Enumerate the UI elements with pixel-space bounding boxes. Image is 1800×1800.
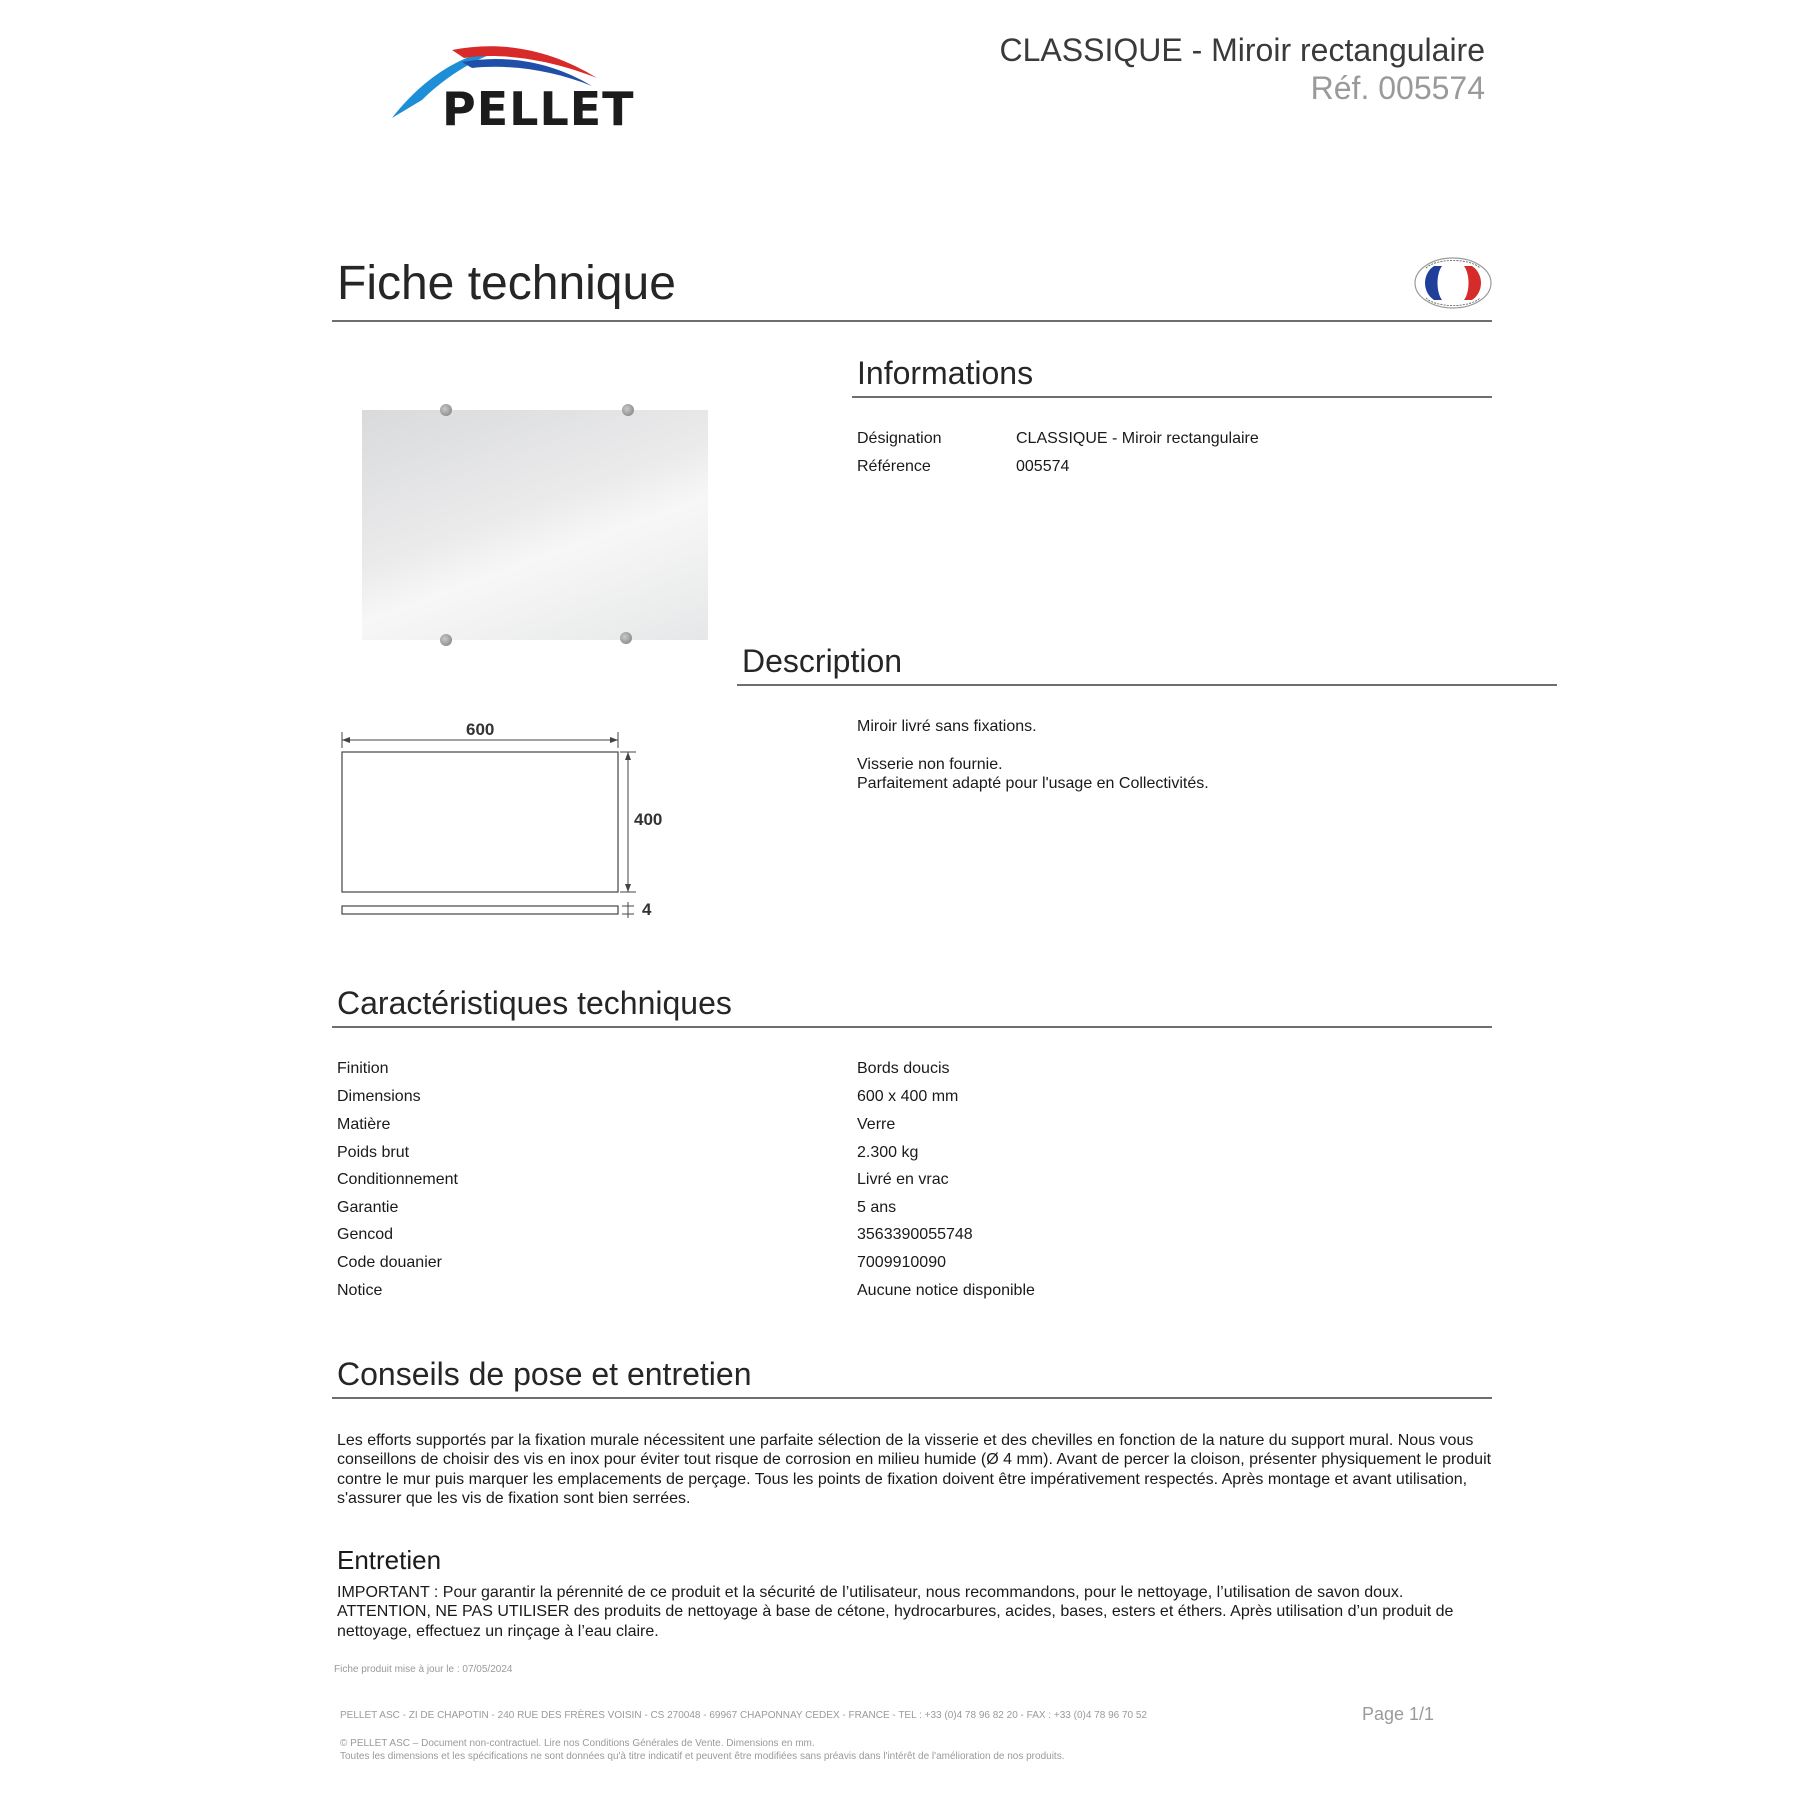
- conseils-rule: [332, 1397, 1492, 1399]
- spec-label: Notice: [337, 1282, 383, 1299]
- footer-page-number: Page 1/1: [1362, 1704, 1435, 1724]
- footer-address: PELLET ASC - ZI DE CHAPOTIN - 240 RUE DES FRÈRES VOISIN - CS 270048 - 69967 CHAPONNAY CEDEX - FRANCE - TEL : +33 (0)4 78 96 82 20 - FAX : +33 (0)4 78 96 70 52: [340, 1710, 1147, 1721]
- header-product-title: CLASSIQUE - Miroir rectangulaire: [999, 32, 1485, 68]
- info-value-designation: CLASSIQUE - Miroir rectangulaire: [1016, 430, 1259, 447]
- dimension-drawing: [330, 712, 670, 932]
- description-line-2: Visserie non fournie.: [857, 756, 1003, 773]
- description-line-1: Miroir livré sans fixations.: [857, 718, 1037, 735]
- pellet-logo: [392, 40, 642, 136]
- spec-value: Bords doucis: [857, 1060, 950, 1077]
- spec-label: Gencod: [337, 1226, 394, 1243]
- spec-value: 600 x 400 mm: [857, 1088, 959, 1105]
- spec-label: Garantie: [337, 1199, 399, 1216]
- conseils-heading: Conseils de pose et entretien: [337, 1356, 752, 1392]
- spec-value: Aucune notice disponible: [857, 1282, 1035, 1299]
- footer-copyright: © PELLET ASC – Document non-contractuel. Lire nos Conditions Générales de Vente. Dimensions en mm.: [340, 1738, 815, 1749]
- mirror-image: [362, 410, 708, 640]
- footer-updated-date: Fiche produit mise à jour le : 07/05/2024: [334, 1664, 513, 1675]
- footer-disclaimer: Toutes les dimensions et les spécifications ne sont données qu'à titre indicatif et peuvent être modifiées sans préavis dans l'intérêt de l'amélioration de nos produits.: [340, 1751, 1065, 1762]
- spec-label: Conditionnement: [337, 1171, 458, 1188]
- info-label-designation: Désignation: [857, 430, 942, 447]
- dimension-width-label: 600: [466, 720, 495, 739]
- conseils-paragraph: Les efforts supportés par la fixation murale nécessitent une parfaite sélection de la visserie et des chevilles en fonction de la nature du support mural. Nous vous conseillons de choisir des vis en inox pour éviter tout risque de corrosion en milieu humide (Ø 4 mm). Avant de percer la cloison, présenter physiquement le produit contre le mur puis marquer les emplacements de perçage. Tous les points de fixation doivent être impérativement respectés. Après montage et avant utilisation, s'assurer que les vis de fixation sont bien serrées.: [337, 1432, 1492, 1507]
- description-heading: Description: [742, 643, 903, 679]
- spec-label: Matière: [337, 1116, 391, 1133]
- product-photo: [360, 360, 710, 700]
- spec-label: Finition: [337, 1060, 389, 1077]
- page-title: Fiche technique: [337, 257, 676, 310]
- spec-label: Poids brut: [337, 1144, 410, 1161]
- fixing-dot-icon: [440, 634, 452, 646]
- informations-rule: [852, 396, 1492, 398]
- spec-value: 7009910090: [857, 1254, 946, 1271]
- caracteristiques-heading: Caractéristiques techniques: [337, 985, 732, 1021]
- spec-value: Verre: [857, 1116, 896, 1133]
- spec-value: 2.300 kg: [857, 1144, 919, 1161]
- fixing-dot-icon: [620, 632, 632, 644]
- info-value-reference: 005574: [1016, 458, 1070, 475]
- spec-label: Code douanier: [337, 1254, 442, 1271]
- spec-value: Livré en vrac: [857, 1171, 949, 1188]
- entretien-paragraph: IMPORTANT : Pour garantir la pérennité de ce produit et la sécurité de l’utilisateur, nous recommandons, pour le nettoyage, l’utilisation de savon doux. ATTENTION, NE PAS UTILISER des produits de nettoyage à base de cétone, hydrocarbures, acides, bases, esters et éthers. Après utilisation d’un produit de nettoyage, effectuez un rinçage à l’eau claire.: [337, 1584, 1454, 1640]
- fabrication-francaise-badge: [1412, 254, 1494, 312]
- informations-heading: Informations: [857, 355, 1034, 391]
- header-product-ref: Réf. 005574: [1310, 70, 1485, 106]
- caracteristiques-rule: [332, 1026, 1492, 1028]
- dimension-thickness-label: 4: [642, 900, 652, 919]
- spec-label: Dimensions: [337, 1088, 421, 1105]
- spec-value: 5 ans: [857, 1199, 897, 1216]
- fixing-dot-icon: [440, 404, 452, 416]
- info-label-reference: Référence: [857, 458, 931, 475]
- french-flag-badge-icon: [1412, 254, 1494, 312]
- fixing-dot-icon: [622, 404, 634, 416]
- page-title-rule: [332, 320, 1492, 322]
- description-rule: [737, 684, 1557, 686]
- spec-value: 3563390055748: [857, 1226, 973, 1243]
- dimension-height-label: 400: [634, 810, 663, 829]
- entretien-heading: Entretien: [337, 1545, 442, 1575]
- logo-wordmark: PELLET: [442, 82, 635, 136]
- dimension-drawing-svg: [330, 712, 670, 932]
- description-line-3: Parfaitement adapté pour l'usage en Collectivités.: [857, 775, 1209, 792]
